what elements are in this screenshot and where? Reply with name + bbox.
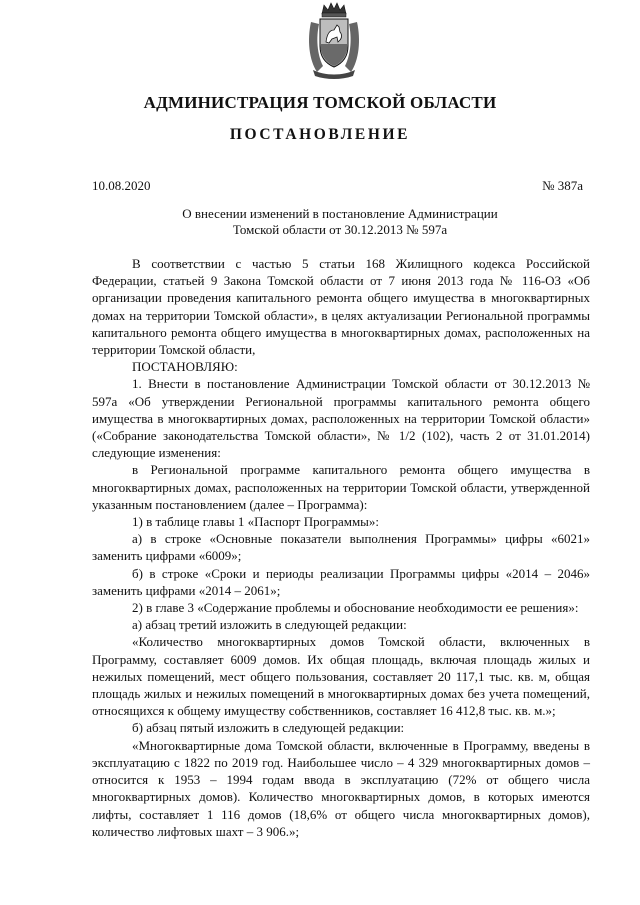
body-paragraph: в Региональной программе капитального ремонта общего имущества в многоквартирных домах, расположенных на территории Томской области, утвержденной указанным постановлением (далее – Программа): — [92, 462, 590, 512]
preamble-paragraph: В соответствии с частью 5 статьи 168 Жилищного кодекса Российской Федерации, статьей 9 Закона Томской области от 7 июня 2013 года № 116-ОЗ «Об организации проведения капитального ремонта общего имущества в многоквартирных домах на территории Томской области», в целях актуализации Региональной программы капитального ремонта общего имущества в многоквартирных домах, расположенных на территории Томской области, — [92, 256, 590, 358]
body-paragraph: «Количество многоквартирных домов Томской области, включенных в Программу, составляет 6009 домов. Их общая площадь, включая площадь жилых и нежилых помещений, мест общего пользования, составляет 20 117,1 тыс. кв. м, общая площадь жилых и нежилых помещений в многоквартирных домах без учета помещений, относящихся к общему имуществу собственников, составляет 16 412,8 тыс. кв. м.»; — [92, 634, 590, 719]
body-paragraph: а) абзац третий изложить в следующей редакции: — [132, 617, 407, 633]
body-paragraph: а) в строке «Основные показатели выполнения Программы» цифры «6021» заменить цифрами «6009»; — [92, 531, 590, 564]
document-body — [92, 255, 590, 840]
body-paragraph: б) абзац пятый изложить в следующей редакции: — [132, 720, 405, 736]
body-paragraph: б) в строке «Сроки и периоды реализации Программы цифры «2014 – 2046» заменить цифрами «2014 – 2061»; — [92, 565, 590, 598]
document-date: 10.08.2020 — [92, 178, 151, 193]
subject-line: О внесении изменений в постановление Администрации — [182, 206, 498, 221]
body-paragraph: 1) в таблице главы 1 «Паспорт Программы»: — [132, 514, 380, 530]
resolve-heading: ПОСТАНОВЛЯЮ: — [132, 359, 238, 375]
document-number: № 387а — [542, 178, 583, 193]
body-paragraph: «Многоквартирные дома Томской области, включенные в Программу, введены в эксплуатацию с 1822 по 2019 год. Наибольшее число – 4 329 многоквартирных домов – относится к 1953 – 1994 годам ввода в эксплуатацию (72% от общего числа многоквартирных домов). Количество многоквартирных домов, в которых имеются лифты, составляет 1 116 домов (18,6% от общего числа многоквартирных домов), количество лифтовых шахт – 3 906.»; — [92, 737, 590, 839]
document-type-title: ПОСТАНОВЛЕНИЕ — [229, 126, 411, 143]
organization-title: АДМИНИСТРАЦИЯ ТОМСКОЙ ОБЛАСТИ — [143, 93, 497, 112]
document-subject — [90, 206, 590, 238]
subject-line: Томской области от 30.12.2013 № 597а — [232, 222, 448, 237]
tomsk-oblast-coat-of-arms-icon — [305, 0, 363, 80]
body-paragraph: 1. Внести в постановление Администрации Томской области от 30.12.2013 № 597а «Об утверждении Региональной программы капитального ремонта общего имущества в многоквартирных домах, расположенных на территории Томской области» («Собрание законодательства Томской области», № 1/2 (102), часть 2 от 31.01.2014) следующие изменения: — [92, 376, 590, 461]
body-paragraph: 2) в главе 3 «Содержание проблемы и обоснование необходимости ее решения»: — [132, 600, 579, 616]
